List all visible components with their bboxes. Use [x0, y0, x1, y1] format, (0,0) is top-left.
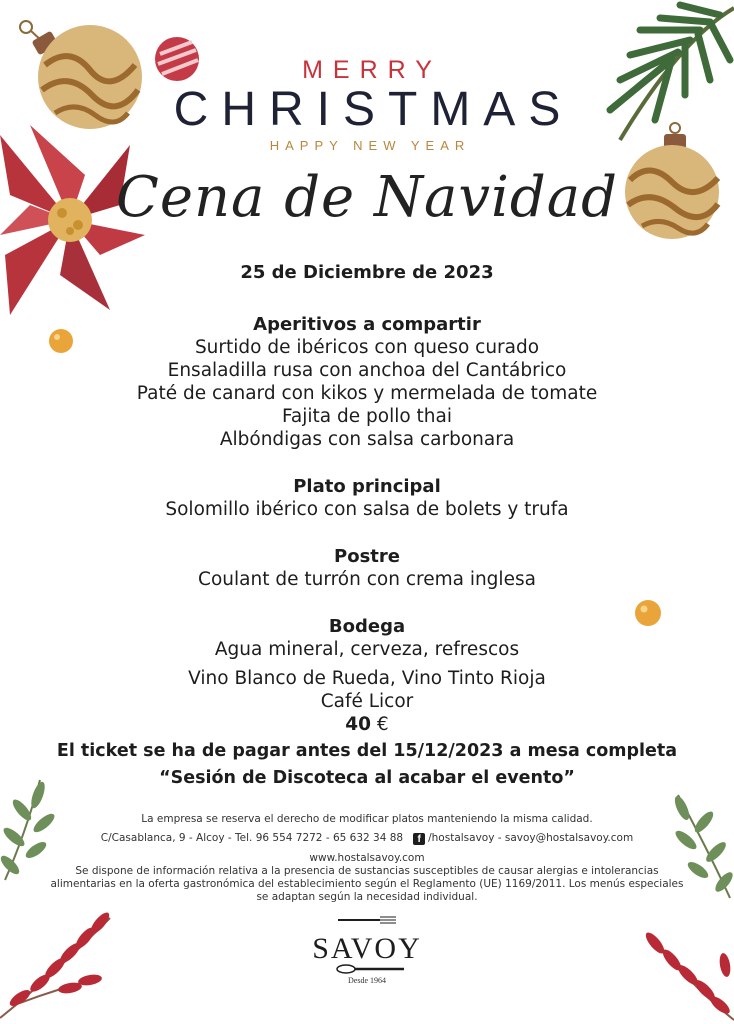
ticket-notice: El ticket se ha de pagar antes del 15/12/2023 a mesa completa	[56, 741, 678, 761]
section-title: Postre	[334, 546, 400, 567]
section-title: Aperitivos a compartir	[253, 314, 481, 335]
knife-icon	[336, 964, 406, 974]
section-plato-principal	[0, 475, 734, 521]
section-title: Plato principal	[293, 476, 441, 497]
menu-item: Vino Blanco de Rueda, Vino Tinto Rioja	[188, 668, 546, 689]
session-notice: “Sesión de Discoteca al acabar el evento”	[159, 768, 575, 788]
price-currency: €	[376, 714, 389, 735]
merry-heading: MERRY	[302, 56, 442, 84]
menu-price	[0, 713, 734, 736]
contact-line	[0, 832, 734, 845]
menu-item: Café Licor	[320, 691, 414, 712]
price-value: 40	[345, 714, 372, 735]
section-aperitivos	[0, 313, 734, 451]
menu-item: Fajita de pollo thai	[281, 406, 453, 427]
happy-new-year-heading: HAPPY NEW YEAR	[269, 138, 471, 153]
section-bodega	[0, 615, 734, 736]
event-date: 25 de Diciembre de 2023	[240, 262, 494, 283]
christmas-heading: CHRISTMAS	[173, 83, 574, 136]
social-text: /hostalsavoy - savoy@hostalsavoy.com	[428, 832, 634, 844]
menu-item: Albóndigas con salsa carbonara	[219, 429, 515, 450]
section-postre	[0, 545, 734, 591]
menu-body	[0, 313, 734, 736]
menu-item: Surtido de ibéricos con queso curado	[194, 337, 540, 358]
menu-item: Solomillo ibérico con salsa de bolets y trufa	[165, 499, 569, 520]
cena-de-navidad-title: Cena de Navidad	[115, 165, 619, 230]
section-title: Bodega	[328, 616, 406, 637]
menu-item: Ensaladilla rusa con anchoa del Cantábrico	[167, 360, 567, 381]
menu-item: Coulant de turrón con crema inglesa	[198, 569, 536, 590]
address-text: C/Casablanca, 9 - Alcoy - Tel. 96 554 7272 - 65 632 34 88	[100, 832, 404, 844]
allergy-notice: Se dispone de información relativa a la presencia de sustancias susceptibles de causar alergias e intolerancias alimentarias en la oferta gastronómica del establecimiento según el Reglamento (UE) 1169/2011. Los menús especiales se adaptan según la necesidad individual.	[50, 865, 684, 903]
since-text: Desde 1964	[348, 976, 386, 985]
disclaimer-text: La empresa se reserva el derecho de modificar platos manteniendo la misma calidad.	[141, 813, 593, 825]
menu-item: Paté de canard con kikos y mermelada de tomate	[136, 383, 598, 404]
fork-icon	[336, 915, 398, 925]
website-text: www.hostalsavoy.com	[309, 852, 425, 864]
facebook-icon: f	[413, 833, 425, 845]
menu-item: Agua mineral, cerveza, refrescos	[214, 639, 520, 660]
savoy-logo: SAVOY	[312, 932, 422, 965]
